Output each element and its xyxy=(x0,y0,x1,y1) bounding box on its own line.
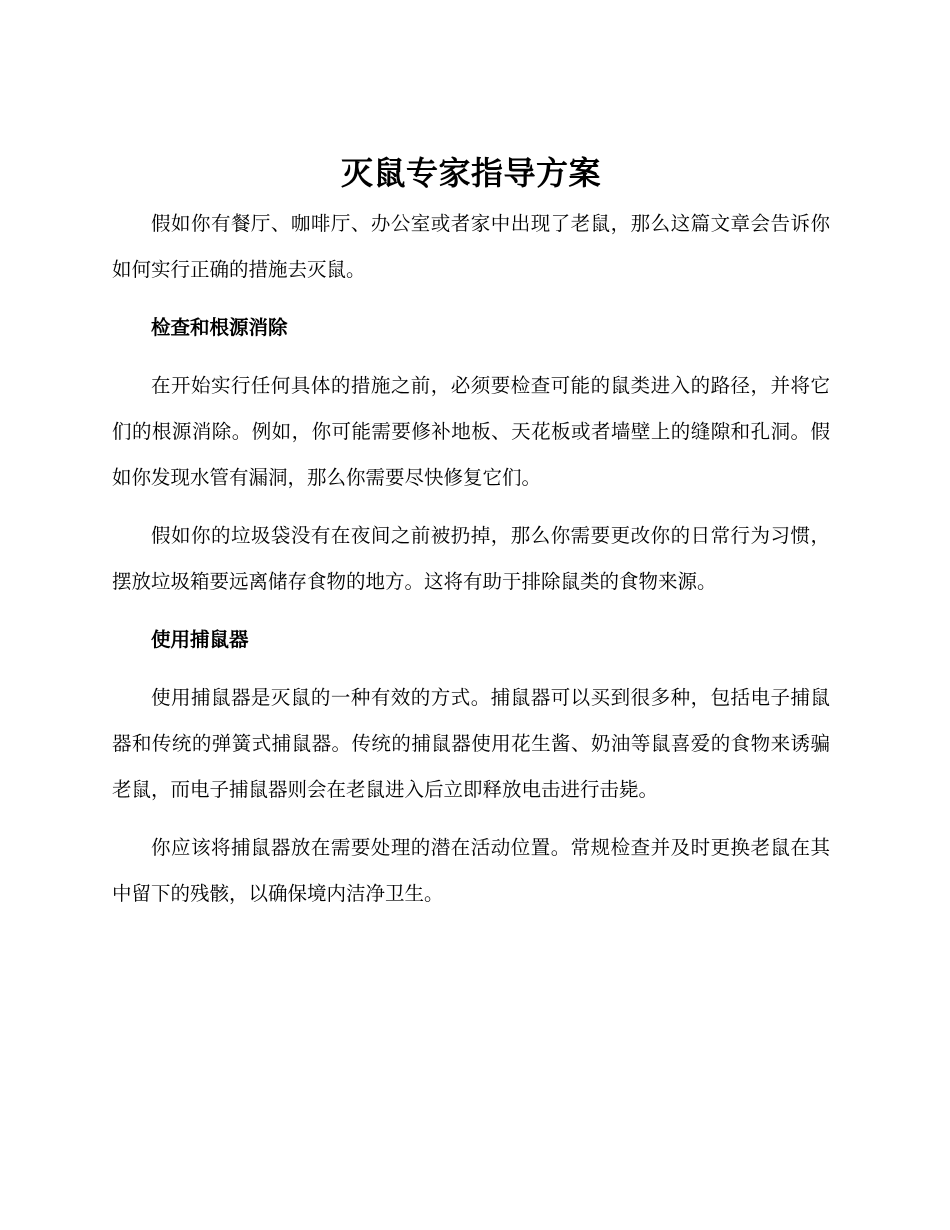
intro-paragraph: 假如你有餐厅、咖啡厅、办公室或者家中出现了老鼠，那么这篇文章会告诉你如何实行正确的措施去灭鼠。 xyxy=(112,212,830,281)
document-title: 灭鼠专家指导方案 xyxy=(340,154,601,192)
inspection-paragraph-2: 假如你的垃圾袋没有在夜间之前被扔掉，那么你需要更改你的日常行为习惯，摆放垃圾箱要远离储存食物的地方。这将有助于排除鼠类的食物来源。 xyxy=(112,524,830,593)
section-heading-inspection: 检查和根源消除 xyxy=(151,316,288,339)
traps-paragraph-2: 你应该将捕鼠器放在需要处理的潜在活动位置。常规检查并及时更换老鼠在其中留下的残骸，以确保境内洁净卫生。 xyxy=(112,836,830,905)
section-heading-traps: 使用捕鼠器 xyxy=(151,628,249,651)
traps-paragraph-1: 使用捕鼠器是灭鼠的一种有效的方式。捕鼠器可以买到很多种，包括电子捕鼠器和传统的弹簧式捕鼠器。传统的捕鼠器使用花生酱、奶油等鼠喜爱的食物来诱骗老鼠，而电子捕鼠器则会在老鼠进入后立即释放电击进行击毙。 xyxy=(112,686,830,801)
document-body xyxy=(112,150,830,929)
inspection-paragraph-1: 在开始实行任何具体的措施之前，必须要检查可能的鼠类进入的路径，并将它们的根源消除。例如，你可能需要修补地板、天花板或者墙壁上的缝隙和孔洞。假如你发现水管有漏洞，那么你需要尽快修复它们。 xyxy=(112,374,830,489)
